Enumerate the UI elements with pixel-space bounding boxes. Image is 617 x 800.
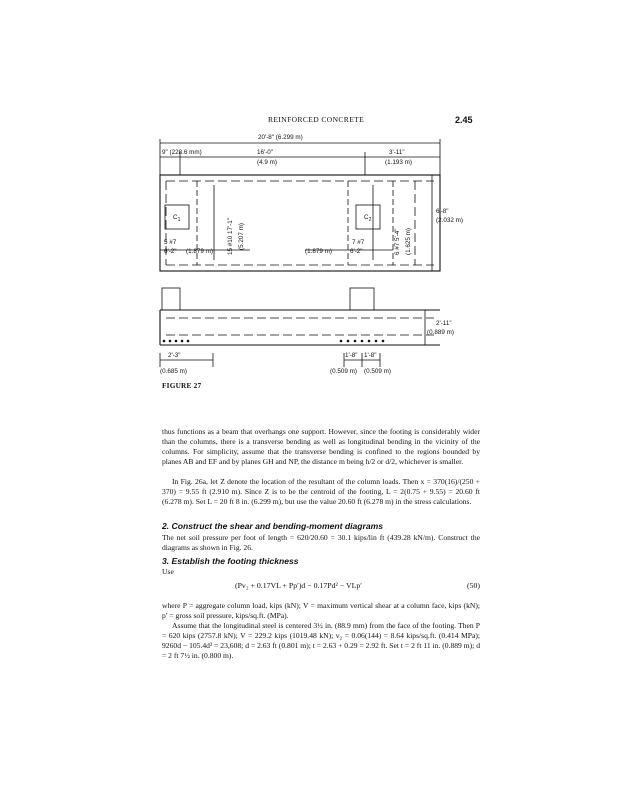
paragraph-1: thus functions as a beam that overhangs one support. However, since the footing is considerably wider than the columns, there is a transverse bending as well as longitudinal bending in the vicinity of the columns. For simplicity, assume that the transverse bending is confined to the regions bounded by planes AB and EF and by planes GH and NP, the distance m being h/2 or d/2, whichever is smaller. <box>162 427 480 466</box>
dim-right-bars-m: (1.625 m) <box>405 228 412 255</box>
dim-left-ext-m: (0.685 m) <box>160 368 187 375</box>
column-c1-label: $C_1$ <box>173 214 181 223</box>
dim-left-offset: 9" (228.6 mm) <box>162 149 202 156</box>
dim-right-ft: 3'-11" <box>389 149 405 156</box>
dim-col-a-m: (0.509 m) <box>330 368 357 375</box>
dim-width-ft: 6'-8" <box>436 208 449 215</box>
paragraph-5: Assume that the longitudinal steel is centered 3½ in. (88.9 mm) from the face of the footing. Then P = 620 kips (2757.8 kN); V = 229.2 kips (1019.48 kN); v₂ = 0.06(144) = 8.64 kips/sq.ft. (0.414 MPa); 9260d − 105.4d² = 23,608; d = 2.63 ft (0.801 m); t = 2.63 + 0.29 = 2.92 ft. Set t = 2 ft 11 in. (0.889 m); d = 2 ft 7½ in. (0.800 m). <box>162 621 480 660</box>
dim-width-m: (2.032 m) <box>436 217 463 224</box>
dim-right-bars-ft: 6 #7 5'-4" <box>394 228 401 255</box>
dim-left-bars-m: (1.879 m) <box>186 248 213 255</box>
paragraph-2: In Fig. 26a, let Z denote the location of the resultant of the column loads. Then x = 370(16)/(250 + 370) = 9.55 ft (2.910 m). Since Z is to be the centroid of the footing, L = 2(0.75 + 9.55) = 20.60 ft (6.278 m). Set L = 20 ft 8 in. (6.299 m), but use the value 20.60 ft (6.278 m) in the stress calculations. <box>162 477 480 506</box>
dim-col-b-ft: 1'-8" <box>364 352 377 359</box>
dim-span-ft: 16'-0" <box>257 149 274 156</box>
dim-long-bars-ft: 15 #10 17'-1" <box>227 217 234 255</box>
dim-right-m: (1.193 m) <box>385 159 412 166</box>
column-c2-elevation <box>350 288 374 310</box>
dim-depth-ft: 2'-11" <box>436 320 452 327</box>
dim-right-bars2: 7 #7 <box>352 239 365 246</box>
use-line: Use <box>162 567 174 576</box>
dim-col-a-ft: 1'-8" <box>345 352 358 359</box>
equation-expression: (Pv₂ + 0.17VL + Pp′)d − 0.17Pd² − VLp′ <box>235 581 362 590</box>
equation-number: (50) <box>467 581 480 590</box>
section-3-heading: 3. Establish the footing thickness <box>162 556 299 566</box>
running-header-title: REINFORCED CONCRETE <box>268 115 365 124</box>
column-c1-elevation <box>162 288 180 310</box>
dim-long-bars-m: (5.207 m) <box>238 223 245 250</box>
dim-left-bars-len: 6'-2" <box>164 248 177 255</box>
figure-label: FIGURE 27 <box>162 381 202 390</box>
dim-span-m: (4.9 m) <box>257 159 277 166</box>
dim-left-ext-ft: 2'-3" <box>168 352 181 359</box>
dim-left-bars: 5 #7 <box>164 239 177 246</box>
paragraph-4: where P = aggregate column load, kips (kN); V = maximum vertical shear at a column face, kips (kN); p′ = gross soil pressure, kips/sq.ft. (MPa). <box>162 601 480 620</box>
page-number: 2.45 <box>455 115 473 125</box>
section-2-heading: 2. Construct the shear and bending-moment diagrams <box>162 521 384 531</box>
dim-overall: 20'-8" (6.299 m) <box>258 134 303 141</box>
dim-depth-m: (0.889 m) <box>427 329 454 336</box>
column-c2-label: $C_2$ <box>364 214 372 223</box>
paragraph-3: The net soil pressure per foot of length = 620/20.60 = 30.1 kips/lin ft (439.28 kN/m). Construct the diagrams as shown in Fig. 26. <box>162 533 480 552</box>
footing-plan-outline <box>160 175 440 271</box>
dim-mid-m: (1.879 m) <box>305 248 332 255</box>
dim-right-bars2-len: 6'-2" <box>350 248 363 255</box>
dim-col-b-m: (0.509 m) <box>364 368 391 375</box>
